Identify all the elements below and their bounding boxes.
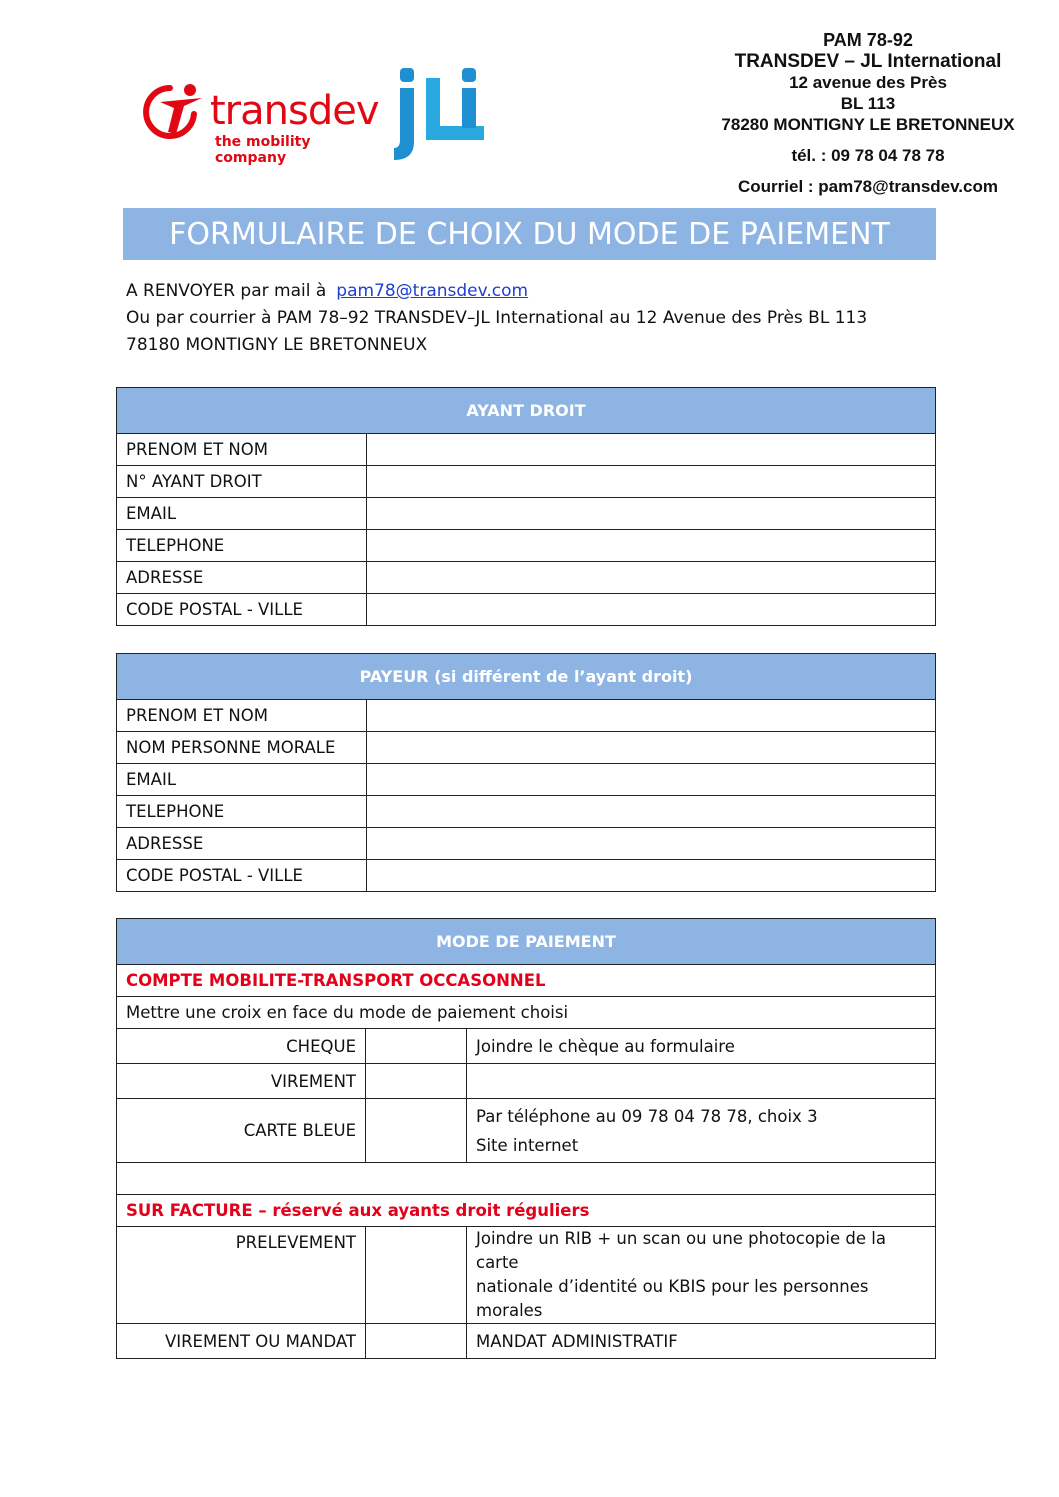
field-label: PRENOM ET NOM xyxy=(117,434,367,466)
prelevement-note-line-2: nationale d’identité ou KBIS pour les personnes morales xyxy=(476,1277,869,1320)
field-input[interactable] xyxy=(367,562,936,594)
field-input[interactable] xyxy=(367,498,936,530)
address-line-4: BL 113 xyxy=(840,94,896,113)
jli-logo xyxy=(388,64,488,164)
transdev-emblem-icon xyxy=(140,80,210,142)
field-label: TELEPHONE xyxy=(117,796,367,828)
table-row xyxy=(117,562,936,594)
table-row xyxy=(117,796,936,828)
carte-note xyxy=(467,1099,936,1163)
field-input[interactable] xyxy=(367,466,936,498)
title-banner xyxy=(123,208,936,260)
spacer-row xyxy=(117,1163,936,1195)
prelevement-checkbox[interactable] xyxy=(366,1227,467,1324)
header-address xyxy=(700,30,1036,197)
prelevement-note-line-1: Joindre un RIB + un scan ou une photocopie de la carte xyxy=(476,1229,886,1272)
page-title: FORMULAIRE DE CHOIX DU MODE DE PAIEMENT xyxy=(169,216,890,252)
carte-checkbox[interactable] xyxy=(366,1099,467,1163)
carte-note-line-2: Site internet xyxy=(476,1135,579,1155)
prelevement-label: PRELEVEMENT xyxy=(117,1227,366,1324)
table-row xyxy=(117,828,936,860)
jli-logo-icon xyxy=(388,64,488,164)
intro-line-1 xyxy=(126,278,867,305)
field-label: N° AYANT DROIT xyxy=(117,466,367,498)
virement-label: VIREMENT xyxy=(117,1064,366,1099)
transdev-wordmark: transdev xyxy=(210,88,379,134)
intro-line-3: 78180 MONTIGNY LE BRETONNEUX xyxy=(126,335,428,355)
table-row xyxy=(117,530,936,562)
address-line-1: PAM 78-92 xyxy=(823,30,913,50)
field-input[interactable] xyxy=(367,700,936,732)
instruction-text: Mettre une croix en face du mode de paiement choisi xyxy=(117,997,936,1029)
field-label: PRENOM ET NOM xyxy=(117,700,367,732)
field-label: EMAIL xyxy=(117,764,367,796)
table-row xyxy=(117,764,936,796)
payeur-table xyxy=(116,653,936,892)
paiement-table xyxy=(116,918,936,1359)
intro-prefix: A RENVOYER par mail à xyxy=(126,281,327,301)
table-row xyxy=(117,732,936,764)
field-label: CODE POSTAL - VILLE xyxy=(117,860,367,892)
field-input[interactable] xyxy=(367,594,936,626)
mandat-label: VIREMENT OU MANDAT xyxy=(117,1324,366,1359)
table-row xyxy=(117,594,936,626)
address-email: Courriel : pam78@transdev.com xyxy=(737,177,998,196)
field-input[interactable] xyxy=(367,434,936,466)
field-input[interactable] xyxy=(367,796,936,828)
transdev-tagline: the mobility company xyxy=(215,134,311,166)
ayant-droit-table xyxy=(116,387,936,626)
table-row xyxy=(117,434,936,466)
address-line-5: 78280 MONTIGNY LE BRETONNEUX xyxy=(721,115,1015,134)
cheque-label: CHEQUE xyxy=(117,1029,366,1064)
virement-checkbox[interactable] xyxy=(366,1064,467,1099)
field-label: ADRESSE xyxy=(117,562,367,594)
table-row xyxy=(117,860,936,892)
field-input[interactable] xyxy=(367,732,936,764)
paiement-header: MODE DE PAIEMENT xyxy=(117,919,936,965)
field-input[interactable] xyxy=(367,828,936,860)
carte-note-line-1: Par téléphone au 09 78 04 78 78, choix 3 xyxy=(476,1106,818,1126)
ayant-droit-header: AYANT DROIT xyxy=(117,388,936,434)
table-row xyxy=(117,466,936,498)
field-input[interactable] xyxy=(367,764,936,796)
field-label: NOM PERSONNE MORALE xyxy=(117,732,367,764)
address-line-3: 12 avenue des Près xyxy=(789,73,947,92)
cheque-note: Joindre le chèque au formulaire xyxy=(467,1029,936,1064)
mandat-note: MANDAT ADMINISTRATIF xyxy=(467,1324,936,1359)
payeur-header: PAYEUR (si différent de l’ayant droit) xyxy=(117,654,936,700)
intro-text xyxy=(126,278,867,359)
address-line-2: TRANSDEV – JL International xyxy=(734,51,1002,72)
carte-label: CARTE BLEUE xyxy=(117,1099,366,1163)
section-facture: SUR FACTURE – réservé aux ayants droit réguliers xyxy=(117,1195,936,1227)
prelevement-note xyxy=(467,1227,936,1324)
address-phone: tél. : 09 78 04 78 78 xyxy=(791,146,945,165)
virement-note xyxy=(467,1064,936,1099)
transdev-logo xyxy=(140,80,380,166)
field-label: CODE POSTAL - VILLE xyxy=(117,594,367,626)
email-link[interactable]: pam78@transdev.com xyxy=(336,281,529,301)
field-label: EMAIL xyxy=(117,498,367,530)
intro-line-2: Ou par courrier à PAM 78–92 TRANSDEV–JL International au 12 Avenue des Près BL 113 xyxy=(126,308,868,328)
section-occasionnel: COMPTE MOBILITE-TRANSPORT OCCASONNEL xyxy=(117,965,936,997)
table-row xyxy=(117,700,936,732)
cheque-checkbox[interactable] xyxy=(366,1029,467,1064)
mandat-checkbox[interactable] xyxy=(366,1324,467,1359)
table-row xyxy=(117,498,936,530)
field-input[interactable] xyxy=(367,530,936,562)
field-label: TELEPHONE xyxy=(117,530,367,562)
field-label: ADRESSE xyxy=(117,828,367,860)
field-input[interactable] xyxy=(367,860,936,892)
